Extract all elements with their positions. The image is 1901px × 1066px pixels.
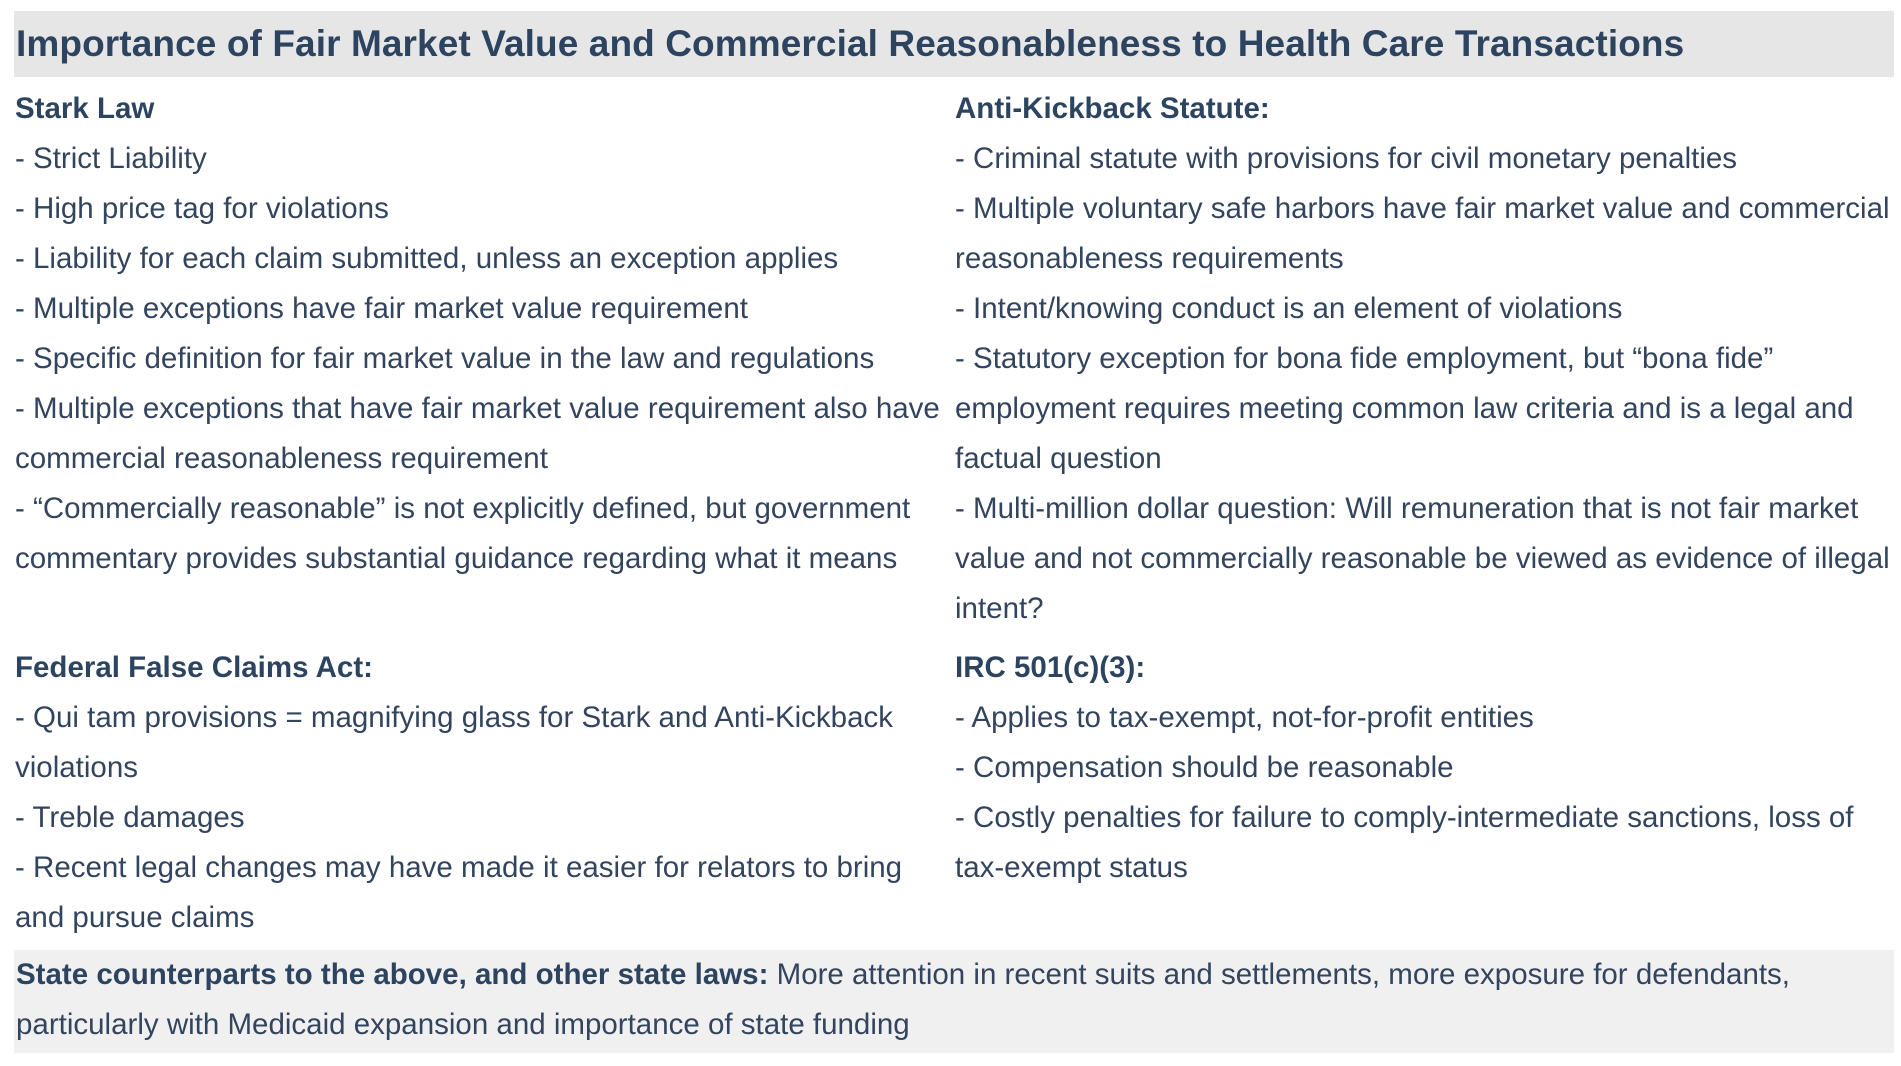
section-heading: Anti-Kickback Statute: bbox=[955, 92, 1270, 125]
section-irc-501c3 bbox=[955, 643, 1890, 893]
section-anti-kickback-statute bbox=[955, 84, 1890, 634]
list-item: - Liability for each claim submitted, unless an exception applies bbox=[15, 242, 839, 275]
list-item: - Qui tam provisions = magnifying glass for Stark and Anti-Kickback violations bbox=[15, 701, 893, 784]
list-item: - Treble damages bbox=[15, 801, 245, 834]
list-item: - Applies to tax-exempt, not-for-profit entities bbox=[955, 701, 1534, 734]
list-item: - Compensation should be reasonable bbox=[955, 751, 1454, 784]
footer-note bbox=[14, 950, 1894, 1053]
list-item: - Criminal statute with provisions for civil monetary penalties bbox=[955, 142, 1738, 175]
list-item: - Multi-million dollar question: Will remuneration that is not fair market value and not commercially reasonable be viewed as evidence of illegal intent? bbox=[955, 492, 1890, 625]
list-item: - High price tag for violations bbox=[15, 192, 389, 225]
list-item: - “Commercially reasonable” is not explicitly defined, but government commentary provides substantial guidance regarding what it means bbox=[15, 492, 911, 575]
list-item: - Multiple exceptions that have fair market value requirement also have commercial reasonableness requirement bbox=[15, 392, 940, 475]
list-item: - Statutory exception for bona fide employment, but “bona fide” employment requires meeting common law criteria and is a legal and factual question bbox=[955, 342, 1854, 475]
list-item: - Specific definition for fair market value in the law and regulations bbox=[15, 342, 875, 375]
list-item: - Multiple exceptions have fair market value requirement bbox=[15, 292, 748, 325]
list-item: - Costly penalties for failure to comply-intermediate sanctions, loss of tax-exempt status bbox=[955, 801, 1854, 884]
list-item: - Multiple voluntary safe harbors have fair market value and commercial reasonableness requirements bbox=[955, 192, 1890, 275]
section-federal-false-claims-act bbox=[15, 643, 955, 943]
section-heading: Federal False Claims Act: bbox=[15, 651, 373, 684]
section-heading: Stark Law bbox=[15, 92, 155, 125]
list-item: - Strict Liability bbox=[15, 142, 207, 175]
footer-text: More attention in recent suits and settlements, more exposure for defendants, particularly with Medicaid expansion and importance of state funding bbox=[16, 958, 1791, 1041]
footer-lead: State counterparts to the above, and other state laws: bbox=[16, 958, 769, 991]
page-title: Importance of Fair Market Value and Commercial Reasonableness to Health Care Transactions bbox=[16, 23, 1685, 64]
section-stark-law bbox=[15, 84, 955, 584]
list-item: - Intent/knowing conduct is an element of violations bbox=[955, 292, 1623, 325]
title-bar bbox=[14, 11, 1894, 77]
list-item: - Recent legal changes may have made it easier for relators to bring and pursue claims bbox=[15, 851, 903, 934]
section-heading: IRC 501(c)(3): bbox=[955, 651, 1146, 684]
